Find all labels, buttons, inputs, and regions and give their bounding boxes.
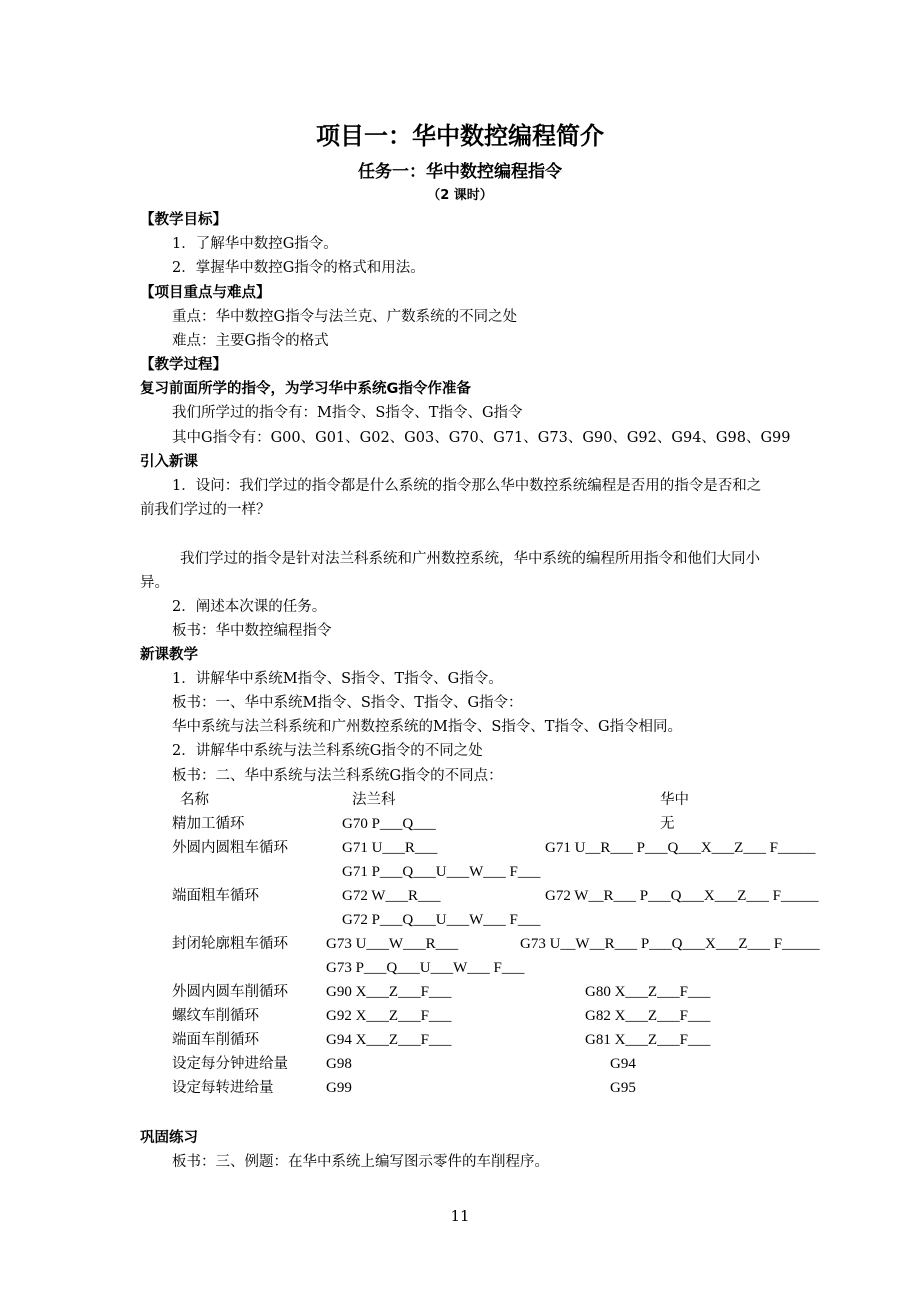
row-fanuc: G90 X___Z___F___ <box>326 984 452 1000</box>
new-lesson-board-2: 板书：二、华中系统与法兰科系统G指令的不同点： <box>172 768 503 784</box>
objective-item-2: 2．掌握华中数控G指令的格式和用法。 <box>172 260 425 276</box>
header-huazhong: 华中 <box>660 792 689 808</box>
row-fanuc: G70 P___Q___ <box>342 816 436 832</box>
process-heading: 【教学过程】 <box>140 357 227 373</box>
review-line-1: 我们所学过的指令有：M指令、S指令、T指令、G指令 <box>172 405 523 421</box>
intro-question-line-1: 1．设问：我们学过的指令都是什么系统的指令那么华中数控系统编程是否用的指令是否和之 <box>172 478 762 494</box>
row-fanuc: G72 W___R___ <box>342 888 441 904</box>
row-fanuc-line-2: G71 P___Q___U___W___ F___ <box>342 864 541 880</box>
new-lesson-heading: 新课教学 <box>140 647 198 663</box>
header-name: 名称 <box>180 792 209 808</box>
key-point: 重点：华中数控G指令与法兰克、广数系统的不同之处 <box>172 309 518 325</box>
review-heading: 复习前面所学的指令，为学习华中系统G指令作准备 <box>140 381 471 397</box>
practice-heading: 巩固练习 <box>140 1130 198 1146</box>
row-name: 端面粗车循环 <box>172 888 259 904</box>
row-fanuc: G92 X___Z___F___ <box>326 1008 452 1024</box>
row-huazhong: G72 W__R___ P___Q___X___Z___ F_____ <box>545 888 819 904</box>
row-name: 封闭轮廓粗车循环 <box>172 936 288 952</box>
row-name: 设定每转进给量 <box>172 1080 274 1096</box>
new-lesson-board-1: 板书：一、华中系统M指令、S指令、T指令、G指令： <box>172 695 523 711</box>
row-name: 外圆内圆车削循环 <box>172 984 288 1000</box>
row-name: 精加工循环 <box>172 816 245 832</box>
review-line-2: 其中G指令有：G00、G01、G02、G03、G70、G71、G73、G90、G92、G94、G98、G99 <box>172 430 791 446</box>
objectives-heading: 【教学目标】 <box>140 212 227 228</box>
task-subtitle: 任务一：华中数控编程指令 <box>358 162 562 182</box>
row-fanuc-line-2: G73 P___Q___U___W___ F___ <box>326 960 525 976</box>
row-fanuc-line-2: G72 P___Q___U___W___ F___ <box>342 912 541 928</box>
lesson-hours: （2 课时） <box>427 188 493 203</box>
intro-heading: 引入新课 <box>140 454 198 470</box>
row-fanuc: G73 U___W___R___ <box>326 936 459 952</box>
intro-answer-line-2: 异。 <box>140 575 169 591</box>
row-fanuc: G99 <box>326 1080 352 1096</box>
row-name: 设定每分钟进给量 <box>172 1056 288 1072</box>
practice-board: 板书：三、例题：在华中系统上编写图示零件的车削程序。 <box>172 1154 549 1170</box>
row-fanuc: G71 U___R___ <box>342 840 438 856</box>
row-huazhong: 无 <box>660 816 675 832</box>
row-huazhong: G71 U__R___ P___Q___X___Z___ F_____ <box>545 840 816 856</box>
intro-board: 板书：华中数控编程指令 <box>172 623 332 639</box>
new-lesson-item-2: 2．讲解华中系统与法兰科系统G指令的不同之处 <box>172 743 483 759</box>
row-huazhong: G81 X___Z___F___ <box>585 1032 711 1048</box>
key-points-heading: 【项目重点与难点】 <box>140 285 271 301</box>
row-name: 端面车削循环 <box>172 1032 259 1048</box>
new-lesson-same: 华中系统与法兰科系统和广州数控系统的M指令、S指令、T指令、G指令相同。 <box>172 719 683 735</box>
objective-item-1: 1．了解华中数控G指令。 <box>172 236 338 252</box>
row-fanuc: G98 <box>326 1056 352 1072</box>
intro-item-2: 2．阐述本次课的任务。 <box>172 599 327 615</box>
row-huazhong: G95 <box>610 1080 636 1096</box>
row-name: 螺纹车削循环 <box>172 1008 259 1024</box>
page-title: 项目一：华中数控编程简介 <box>316 122 604 150</box>
row-name: 外圆内圆粗车循环 <box>172 840 288 856</box>
row-fanuc: G94 X___Z___F___ <box>326 1032 452 1048</box>
header-fanuc: 法兰科 <box>352 792 396 808</box>
row-huazhong: G94 <box>610 1056 636 1072</box>
intro-question-line-2: 前我们学过的一样？ <box>140 502 271 518</box>
new-lesson-item-1: 1．讲解华中系统M指令、S指令、T指令、G指令。 <box>172 671 503 687</box>
row-huazhong: G80 X___Z___F___ <box>585 984 711 1000</box>
intro-answer-line-1: 我们学过的指令是针对法兰科系统和广州数控系统，华中系统的编程所用指令和他们大同小 <box>180 551 760 567</box>
difficult-point: 难点：主要G指令的格式 <box>172 333 329 349</box>
row-huazhong: G73 U__W__R___ P___Q___X___Z___ F_____ <box>520 936 820 952</box>
row-huazhong: G82 X___Z___F___ <box>585 1008 711 1024</box>
page-number: 11 <box>450 1207 470 1225</box>
